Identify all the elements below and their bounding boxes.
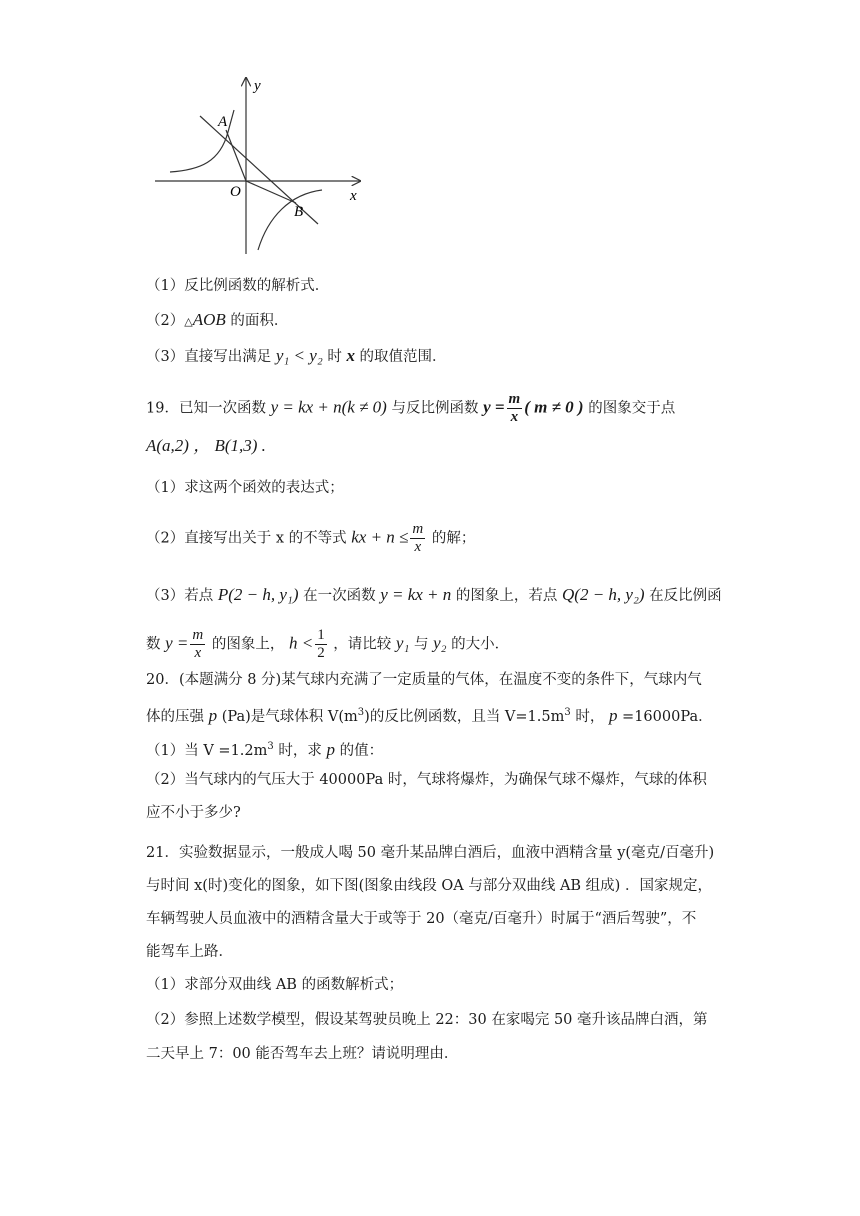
q19-part1: （1）求这两个函效的表达式； — [146, 480, 344, 496]
label-B: B — [294, 204, 304, 220]
q19-part3-cont: 数 y = $\frac{m}{x}$ 的图象上， h < $\frac{1}{2}$ ，请比较 y₁ 与 y₂ 的大小． — [146, 627, 510, 661]
function-graph-figure — [150, 72, 370, 262]
q20-line1: 20．(本题满分 8 分)某气球内充满了一定质量的气体，在温度不变的条件下，气球内气 — [146, 672, 702, 688]
q21-part2-line1: （2）参照上述数学模型，假设某驾驶员晚上 22：30 在家喝完 50 毫升该品牌白酒，第 — [146, 1012, 708, 1028]
q18-part2: （2）△AOB 的面积． — [146, 310, 289, 329]
q21-line3: 车辆驾驶人员血液中的酒精含量大于或等于 20（毫克/百毫升）时属于“酒后驾驶”，不 — [146, 911, 697, 927]
q19-part2: （2）直接写出关于 x 的不等式 kx + n ≤ $\frac{m}{x}$ 的解； — [146, 521, 476, 555]
q18-part3: （3）直接写出满足 y₁ < y₂ 时 x 的取值范围． — [146, 346, 447, 365]
q21-line4: 能驾车上路． — [146, 944, 233, 960]
q21-part2-line2: 二天早上 7：00 能否驾车去上班？请说明理由． — [146, 1046, 459, 1062]
q19-part3: （3）若点 P(2 − h, y₁) 在一次函数 y = kx + n 的图象上，若点 Q(2 − h, y₂) 在反比例函 — [146, 585, 722, 604]
label-A: A — [218, 114, 228, 130]
label-x: x — [350, 188, 357, 204]
q18-part1: （1）反比例函数的解析式． — [146, 278, 330, 294]
label-y: y — [254, 78, 261, 94]
segment-OB — [246, 181, 296, 203]
q19-line1: 19．已知一次函数 y = kx + n(k ≠ 0) 与反比例函数 y = $\frac{m}{x}$ ( m ≠ 0 ) 的图象交于点 — [146, 391, 676, 425]
label-origin: O — [230, 184, 241, 200]
q21-part1: （1）求部分双曲线 AB 的函数解析式； — [146, 977, 404, 993]
q20-part1: （1）当 $V =1.2m^3$ 时，求 p 的值： — [146, 739, 384, 759]
q20-part2-line2: 应不小于多少? — [146, 805, 241, 821]
q20-part2-line1: （2）当气球内的气压大于 40000Pa 时，气球将爆炸，为确保气球不爆炸，气球的体积 — [146, 772, 707, 788]
q21-line1: 21．实验数据显示，一般成人喝 50 毫升某品牌白酒后，血液中酒精含量 y(毫克/百毫升) — [146, 845, 715, 861]
q19-line2: A(a,2) ， B(1,3) . — [146, 436, 266, 455]
q20-line2: 体的压强 p (Pa)是气球体积 $V(m^3)$的反比例函数，且当 $V=1.5m^3$ 时， p =16000Pa． — [146, 705, 713, 725]
q21-line2: 与时间 x(时)变化的图象，如下图(图象由线段 OA 与部分双曲线 AB 组成) ．国家规定， — [146, 878, 712, 894]
